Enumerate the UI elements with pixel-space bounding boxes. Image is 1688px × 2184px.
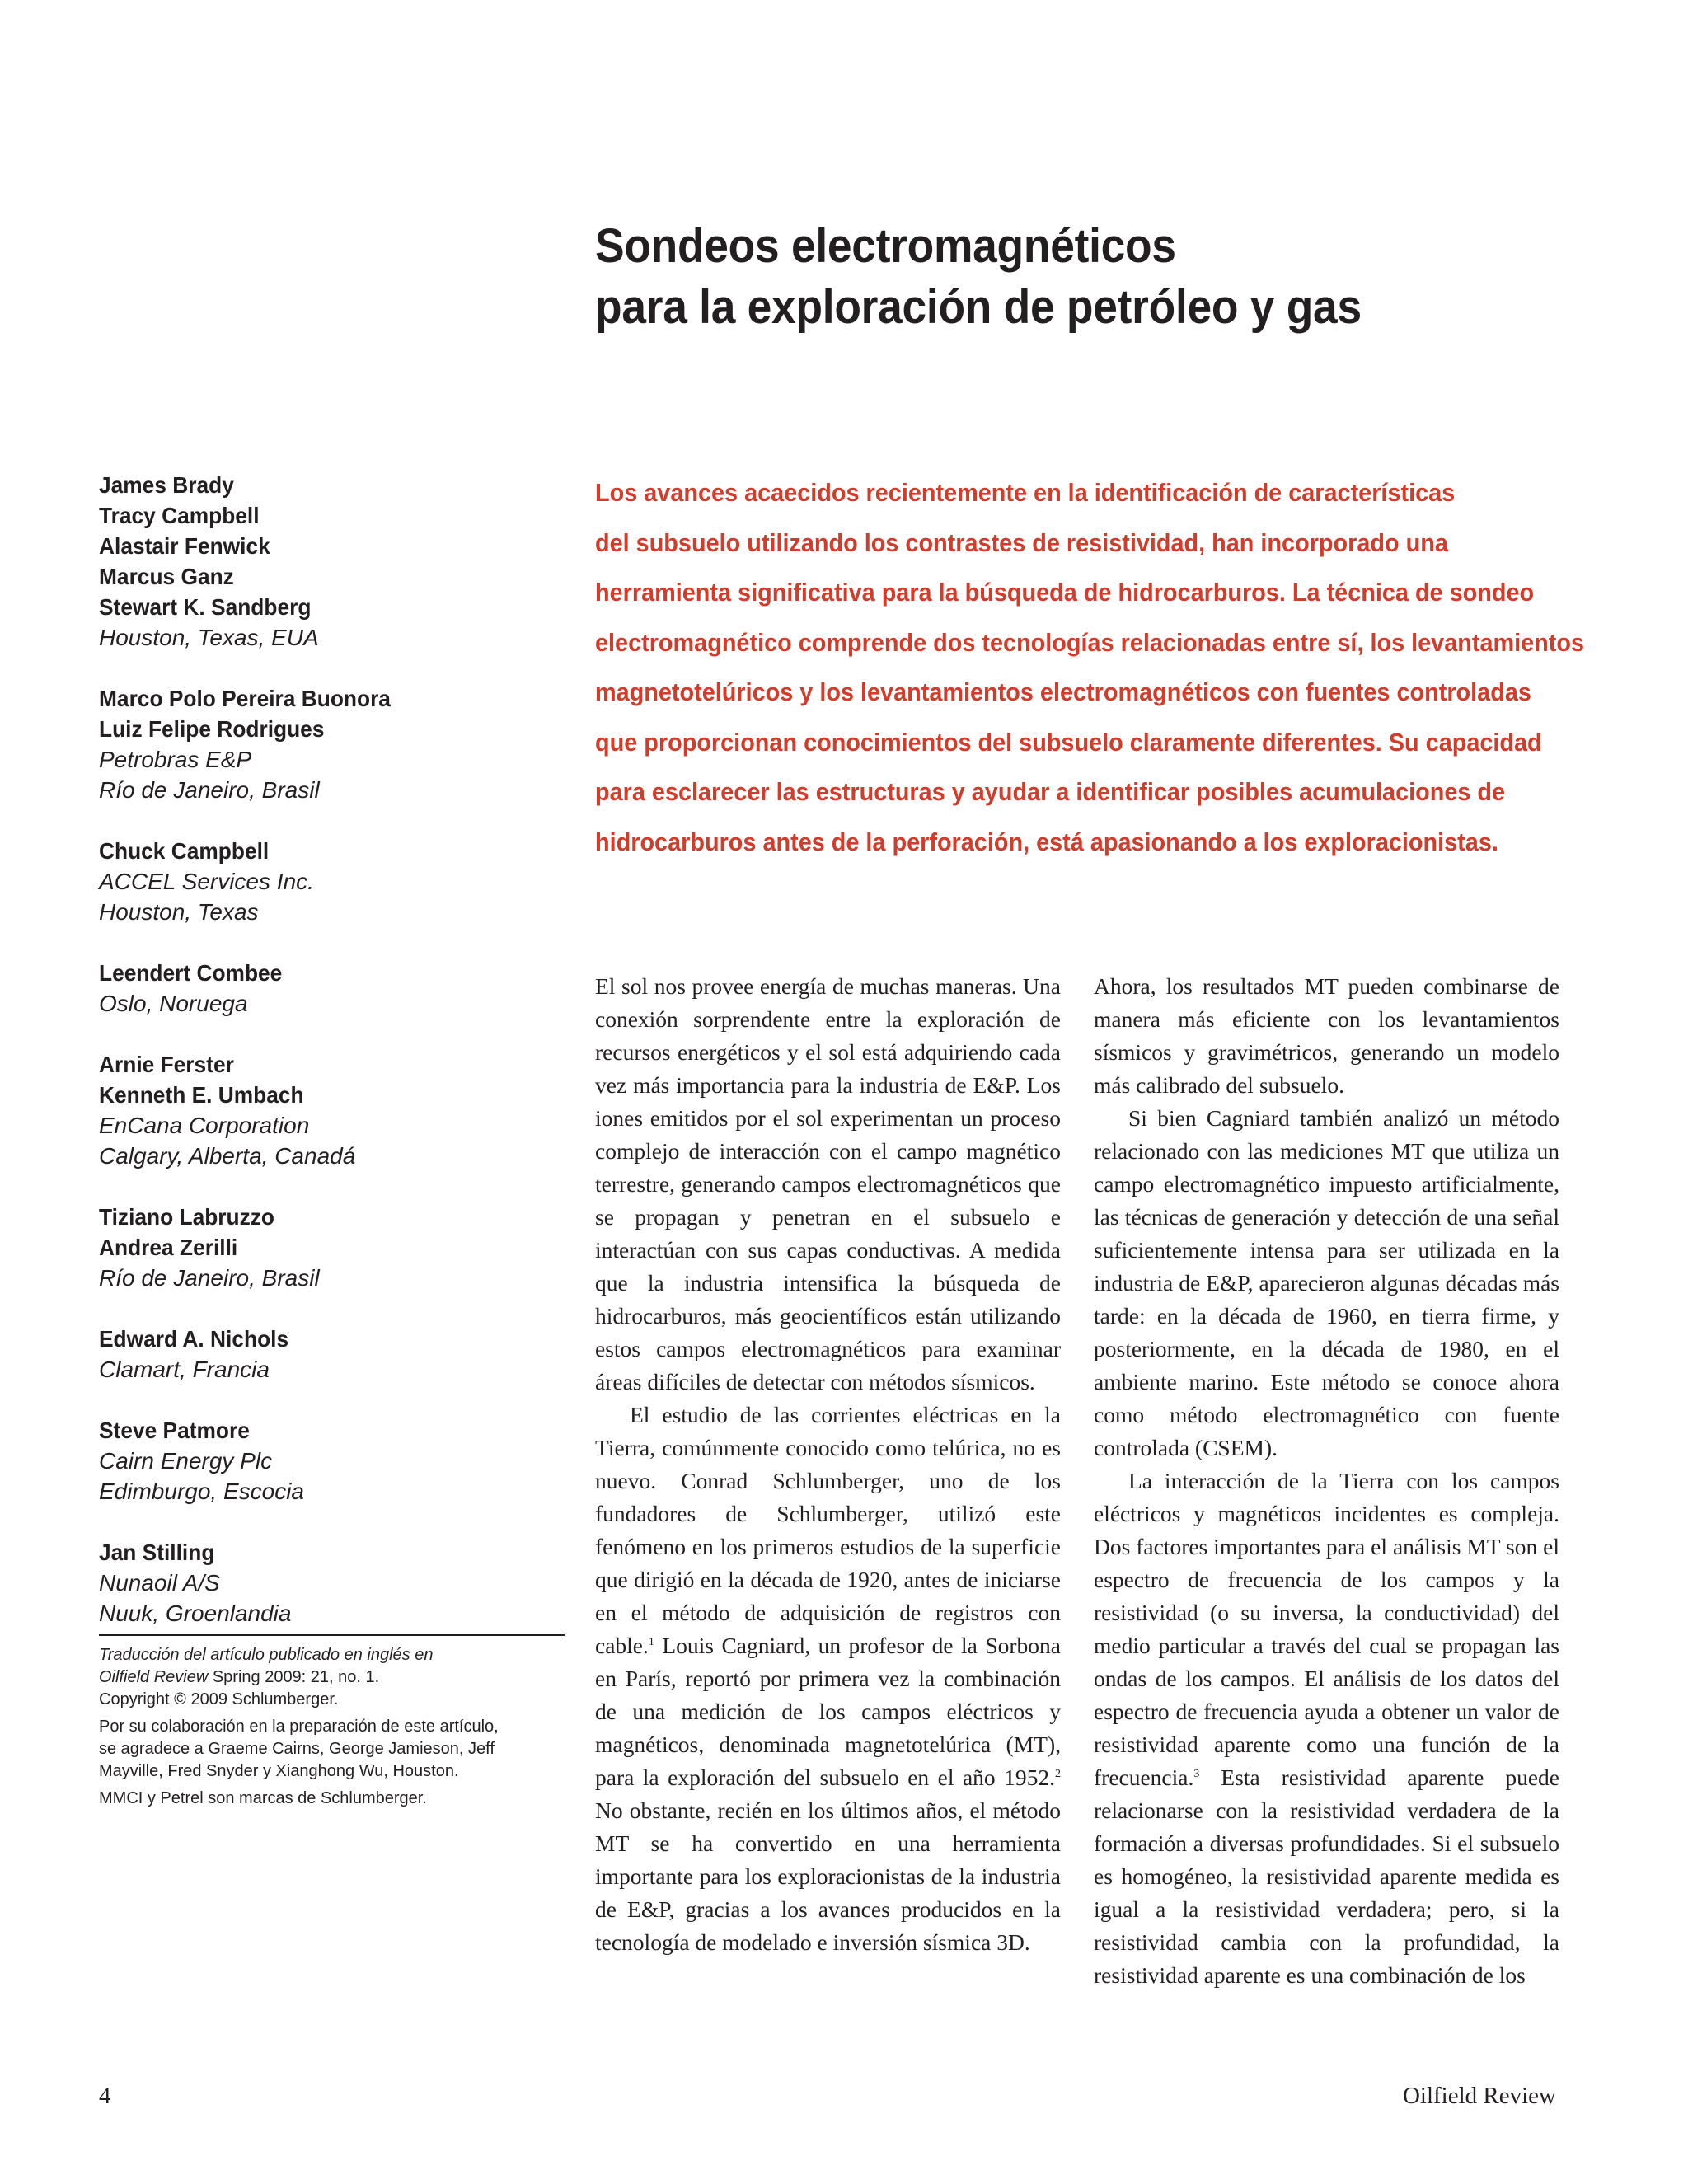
author-affiliation: Houston, Texas bbox=[99, 899, 259, 925]
abstract-line: herramienta significativa para la búsqueda de hidrocarburos. La técnica de sondeo bbox=[595, 578, 1535, 607]
author-name: Steve Patmore bbox=[99, 1418, 250, 1443]
author-name: Tiziano Labruzzo bbox=[99, 1204, 275, 1230]
author-group bbox=[99, 1324, 560, 1385]
author-name: Leendert Combee bbox=[99, 960, 283, 986]
author-affiliation: Calgary, Alberta, Canadá bbox=[99, 1143, 356, 1169]
author-affiliation: Nunaoil A/S bbox=[99, 1570, 220, 1596]
author-affiliation: EnCana Corporation bbox=[99, 1113, 310, 1138]
acknowledgement-note bbox=[99, 1716, 577, 1783]
body-column-2 bbox=[1094, 970, 1559, 1992]
article-notes bbox=[99, 1644, 577, 1815]
copyright-note: Copyright © 2009 Schlumberger. bbox=[99, 1690, 339, 1708]
author-group bbox=[99, 836, 560, 927]
body-paragraph: Si bien Cagniard también analizó un método relacionado con las mediciones MT que utiliza un campo electromagnético impuesto artificialmente, las técnicas de generación y detección de una señal suficientemente intensa para ser utilizada en la industria de E&P, aparecieron algunas décadas más tarde: en la década de 1960, en tierra firme, y posteriormente, en la década de 1980, en el ambiente marino. Este método se conoce ahora como método electromagnético con fuente controlada (CSEM). bbox=[1094, 1105, 1559, 1460]
ack-line-2: se agradece a Graeme Cairns, George Jamieson, Jeff bbox=[99, 1740, 495, 1758]
author-group bbox=[99, 1415, 560, 1507]
author-group bbox=[99, 683, 560, 805]
abstract-line: hidrocarburos antes de la perforación, está apasionando a los exploracionistas. bbox=[595, 827, 1498, 856]
ack-line-1: Por su colaboración en la preparación de este artículo, bbox=[99, 1718, 499, 1736]
body-text: El estudio de las corrientes eléctricas en la Tierra, comúnmente conocido como telúrica, no es nuevo. Conrad Schlumberger, uno de los fundadores de Schlumberger, utilizó este fenómeno en los primeros estudios de la superficie que dirigió en la década de 1920, antes de iniciarse en el método de adquisición de registros con cable. bbox=[595, 1402, 1061, 1658]
author-group bbox=[99, 1049, 560, 1171]
author-group bbox=[99, 958, 560, 1019]
translation-note-line-1: Traducción del artículo publicado en inglés en bbox=[99, 1646, 434, 1664]
body-text: Esta resistividad aparente puede relacionarse con la resistividad verdadera de la formación a diversas profundidades. Si el subsuelo es homogéneo, la resistividad aparente medida es igual a la resistividad verdadera; pero, si la resistividad cambia con la profundidad, la resistividad aparente es una combinación de los bbox=[1094, 1765, 1559, 1988]
body-paragraph: El sol nos provee energía de muchas maneras. Una conexión sorprendente entre la exploración de recursos energéticos y el sol está adquiriendo cada vez más importancia para la industria de E&P. Los iones emitidos por el sol experimentan un proceso complejo de interacción con el campo magnético terrestre, generando campos electromagnéticos que se propagan y penetran en el subsuelo e interactúan con sus capas conductivas. A medida que la industria intensifica la búsqueda de hidrocarburos, más geocientíficos están utilizando estos campos electromagnéticos para examinar áreas difíciles de detectar con métodos sísmicos. bbox=[595, 973, 1061, 1394]
author-name: Kenneth E. Umbach bbox=[99, 1082, 304, 1108]
author-name: Tracy Campbell bbox=[99, 503, 260, 528]
abstract-line: que proporcionan conocimientos del subsuelo claramente diferentes. Su capacidad bbox=[595, 727, 1542, 757]
author-group bbox=[99, 1202, 560, 1293]
author-name: Alastair Fenwick bbox=[99, 533, 270, 559]
body-column-1 bbox=[595, 970, 1061, 1959]
author-name: Jan Stilling bbox=[99, 1540, 215, 1565]
abstract-line: Los avances acaecidos recientemente en la identificación de características bbox=[595, 478, 1456, 507]
journal-name: Oilfield Review bbox=[1402, 2083, 1556, 2109]
footnote-ref[interactable]: 1 bbox=[648, 1636, 654, 1648]
translation-note-issue: Spring 2009: 21, no. 1. bbox=[208, 1668, 380, 1686]
author-name: Arnie Ferster bbox=[99, 1052, 234, 1077]
author-group bbox=[99, 1537, 560, 1629]
author-name: James Brady bbox=[99, 472, 234, 498]
abstract-line: para esclarecer las estructuras y ayudar a identificar posibles acumulaciones de bbox=[595, 777, 1506, 806]
abstract-line: electromagnético comprende dos tecnologías relacionadas entre sí, los levantamientos bbox=[595, 627, 1585, 657]
author-affiliation: Cairn Energy Plc bbox=[99, 1448, 273, 1474]
body-text: Louis Cagniard, un profesor de la Sorbona en París, reportó por primera vez la combinación de una medición de los campos eléctricos y magnéticos, denominada magnetotelúrica (MT), para la exploración del subsuelo en el año 1952. bbox=[595, 1633, 1061, 1790]
author-affiliation: Houston, Texas, EUA bbox=[99, 625, 319, 650]
abstract-line: del subsuelo utilizando los contrastes de resistividad, han incorporado una bbox=[595, 527, 1448, 557]
author-name: Marcus Ganz bbox=[99, 564, 234, 589]
notes-divider bbox=[99, 1634, 565, 1636]
author-affiliation: Río de Janeiro, Brasil bbox=[99, 1265, 320, 1291]
trademark-note: MMCI y Petrel son marcas de Schlumberger. bbox=[99, 1789, 427, 1807]
author-affiliation: Oslo, Noruega bbox=[99, 991, 248, 1016]
abstract-line: magnetotelúricos y los levantamientos electromagnéticos con fuentes controladas bbox=[595, 677, 1531, 706]
author-affiliation: ACCEL Services Inc. bbox=[99, 869, 314, 894]
abstract bbox=[595, 468, 1585, 867]
author-affiliation: Petrobras E&P bbox=[99, 747, 252, 772]
body-paragraph bbox=[595, 1399, 1061, 1959]
author-list bbox=[99, 470, 560, 1659]
title-line-1: Sondeos electromagnéticos bbox=[595, 219, 1176, 273]
body-paragraph bbox=[1094, 1465, 1559, 1992]
author-name: Edward A. Nichols bbox=[99, 1326, 289, 1352]
author-affiliation: Clamart, Francia bbox=[99, 1357, 270, 1382]
ack-line-3: Mayville, Fred Snyder y Xianghong Wu, Houston. bbox=[99, 1762, 459, 1780]
body-text: La interacción de la Tierra con los campos eléctricos y magnéticos incidentes es compleja. Dos factores importantes para el análisis MT son el espectro de frecuencia de los campos y la resistividad (o su inversa, la conductividad) del medio particular a través del cual se propagan las ondas de los campos. El análisis de los datos del espectro de frecuencia ayuda a obtener un valor de resistividad aparente como una función de la frecuencia. bbox=[1094, 1468, 1559, 1790]
translation-note bbox=[99, 1644, 577, 1711]
author-name: Stewart K. Sandberg bbox=[99, 594, 312, 620]
footnote-ref[interactable]: 2 bbox=[1055, 1768, 1061, 1780]
author-name: Chuck Campbell bbox=[99, 838, 270, 864]
journal-name-italic: Oilfield Review bbox=[99, 1668, 209, 1686]
author-affiliation: Edimburgo, Escocia bbox=[99, 1479, 305, 1504]
body-paragraph: Ahora, los resultados MT pueden combinarse de manera más eficiente con los levantamientos sísmicos y gravimétricos, generando un modelo más calibrado del subsuelo. bbox=[1094, 973, 1559, 1098]
author-affiliation: Nuuk, Groenlandia bbox=[99, 1601, 292, 1626]
body-text: No obstante, recién en los últimos años, el método MT se ha convertido en una herramienta importante para los exploracionistas de la industria de E&P, gracias a los avances producidos en la tecnología de modelado e inversión sísmica 3D. bbox=[595, 1797, 1061, 1955]
author-group bbox=[99, 470, 560, 653]
author-name: Marco Polo Pereira Buonora bbox=[99, 686, 391, 711]
title-line-2: para la exploración de petróleo y gas bbox=[595, 280, 1362, 334]
author-affiliation: Río de Janeiro, Brasil bbox=[99, 777, 320, 803]
article-title bbox=[595, 216, 1505, 338]
author-name: Luiz Felipe Rodrigues bbox=[99, 716, 325, 742]
author-name: Andrea Zerilli bbox=[99, 1235, 238, 1260]
footnote-ref[interactable]: 3 bbox=[1193, 1768, 1200, 1780]
page-number: 4 bbox=[99, 2083, 111, 2109]
